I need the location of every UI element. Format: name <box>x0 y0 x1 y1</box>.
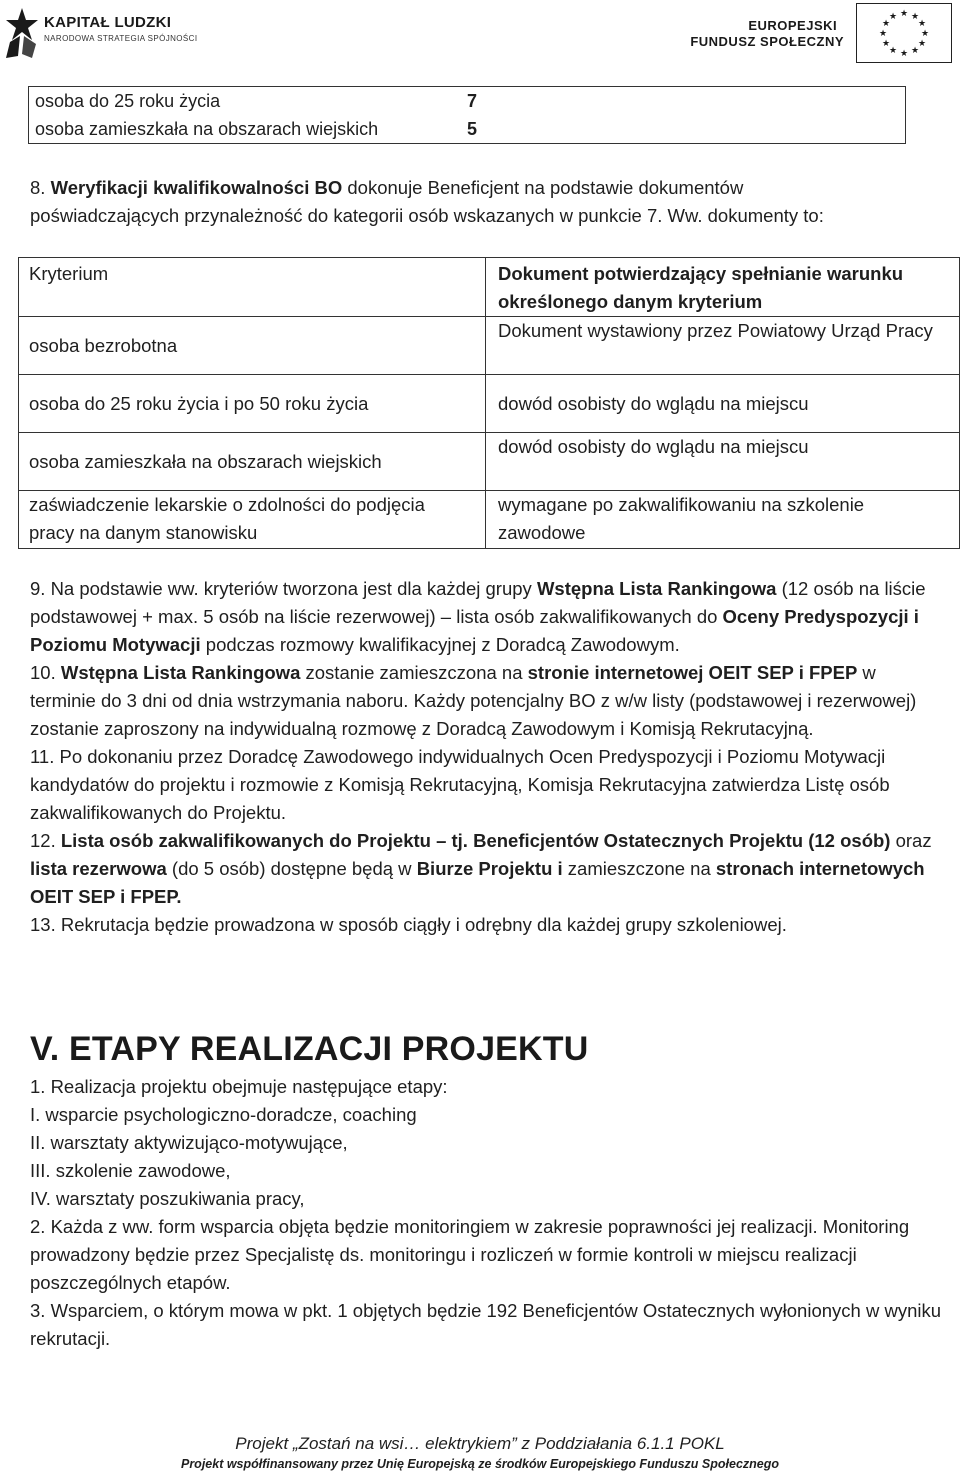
table-cell-label: osoba zamieszkała na obszarach wiejskich <box>29 115 462 144</box>
section-v-content <box>30 1073 942 1353</box>
section-line: IV. warsztaty poszukiwania pracy, <box>30 1188 305 1209</box>
table-cell-label: osoba do 25 roku życia <box>29 87 462 116</box>
table-row <box>29 87 906 116</box>
paragraph-9 <box>30 575 942 659</box>
efs-line1: EUROPEJSKI <box>748 18 838 33</box>
efs-line2: FUNDUSZ SPOŁECZNY <box>690 34 844 49</box>
svg-text:★: ★ <box>910 46 920 56</box>
bold-text: Weryfikacji kwalifikowalności BO <box>50 177 343 198</box>
text: 9. Na podstawie ww. kryteriów tworzona jest dla każdej grupy <box>30 578 537 599</box>
table-cell-document <box>486 375 960 433</box>
bold-text: stronach internetowych OEIT SEP i FPEP. <box>30 858 925 907</box>
bold-text: Biurze Projektu i <box>416 858 563 879</box>
efs-logo-text <box>690 18 844 50</box>
footer-funding-note: Projekt współfinansowany przez Unię Europejską ze środków Europejskiego Funduszu Społecznego <box>180 1457 780 1471</box>
header-text: Kryterium <box>29 263 109 284</box>
paragraph-8-line1 <box>30 174 940 202</box>
bold-text: lista rezerwowa <box>30 858 167 879</box>
text: (do 5 osób) dostępne będą w <box>166 858 417 879</box>
table-header-document <box>486 258 960 317</box>
table-row <box>19 491 960 549</box>
svg-text:★: ★ <box>878 29 888 39</box>
text: 8. <box>30 177 51 198</box>
text: zostanie zamieszczona na <box>300 662 528 683</box>
svg-text:★: ★ <box>899 9 909 19</box>
table-cell-criterion <box>19 317 486 375</box>
table-cell-criterion <box>19 491 486 549</box>
text: 12. <box>30 830 61 851</box>
text: w terminie do 3 dni od dnia wstrzymania naboru. Każdy potencjalny BO z w/w listy (podstawowej i rezerwowej) zostanie zaproszony na indywidualną rozmowę z Doradcą Zawodowym i Komisją Rekrutacyjną. <box>30 662 917 739</box>
svg-text:★: ★ <box>881 19 891 29</box>
eu-flag-logo <box>856 3 952 63</box>
svg-text:★: ★ <box>899 49 909 59</box>
kapital-ludzki-title: KAPITAŁ LUDZKI <box>44 14 172 31</box>
table-row <box>19 433 960 491</box>
table-row <box>19 317 960 375</box>
criteria-table <box>18 257 960 549</box>
cell-text: dowód osobisty do wglądu na miejscu <box>498 393 809 414</box>
header-text: Dokument potwierdzający spełnianie warunku określonego danym kryterium <box>498 263 904 312</box>
table-cell-document <box>486 433 960 491</box>
paragraph-12 <box>30 827 942 911</box>
section-line: II. warsztaty aktywizująco-motywujące, <box>30 1132 348 1153</box>
cell-text: zaświadczenie lekarskie o zdolności do podjęcia pracy na danym stanowisku <box>29 494 425 543</box>
cell-text: osoba bezrobotna <box>29 335 178 356</box>
svg-text:★: ★ <box>917 19 927 29</box>
section-line: 1. Realizacja projektu obejmuje następujące etapy: <box>30 1076 448 1097</box>
bold-text: Wstępna Lista Rankingowa <box>536 578 777 599</box>
section-paragraph-2: 2. Każda z ww. form wsparcia objęta będzie monitoringiem w zakresie poprawności jej realizacji. Monitoring prowadzony będzie przez Specjalistę ds. monitoringu i rozliczeń w formie kontroli w miejscu realizacji poszczególnych etapów. <box>30 1216 910 1293</box>
points-table <box>28 86 906 144</box>
bold-text: Lista osób zakwalifikowanych do Projektu – tj. Beneficjentów Ostatecznych Projektu (12 osób) <box>60 830 891 851</box>
svg-text:★: ★ <box>910 12 920 22</box>
svg-text:★: ★ <box>920 29 930 39</box>
table-cell-criterion <box>19 375 486 433</box>
paragraphs-9-13 <box>30 575 942 939</box>
table-cell-points: 5 <box>461 115 906 144</box>
kapital-ludzki-emblem-icon <box>2 6 42 60</box>
cell-text: wymagane po zakwalifikowaniu na szkolenie zawodowe <box>498 494 865 543</box>
bold-text: Oceny Predyspozycji i Poziomu Motywacji <box>30 606 919 655</box>
table-header-criterion <box>19 258 486 317</box>
table-cell-document <box>486 491 960 549</box>
section-heading: V. ETAPY REALIZACJI PROJEKTU <box>30 1030 589 1068</box>
table-row <box>29 115 906 144</box>
section-line: I. wsparcie psychologiczno-doradcze, coaching <box>30 1104 417 1125</box>
section-paragraph-3: 3. Wsparciem, o którym mowa w pkt. 1 objętych będzie 192 Beneficjentów Ostatecznych wyłonionych w wyniku rekrutacji. <box>30 1300 942 1349</box>
text: (12 osób na liście podstawowej + max. 5 osób na liście rezerwowej) – lista osób zakwalifikowanych do <box>30 578 926 627</box>
text: 10. <box>30 662 61 683</box>
bold-text: stronie internetowej OEIT SEP i FPEP <box>527 662 858 683</box>
footer-project-title: Projekt „Zostań na wsi… elektrykiem” z Poddziałania 6.1.1 POKL <box>235 1434 725 1453</box>
text: podczas rozmowy kwalifikacyjnej z Doradcą Zawodowym. <box>200 634 680 655</box>
cell-text: osoba do 25 roku życia i po 50 roku życia <box>29 393 369 414</box>
table-cell-points: 7 <box>461 87 906 116</box>
text: dokonuje Beneficjent na podstawie dokumentów <box>342 177 744 198</box>
section-line: III. szkolenie zawodowe, <box>30 1160 231 1181</box>
text: oraz <box>890 830 932 851</box>
table-header-row <box>19 258 960 317</box>
svg-text:★: ★ <box>888 46 898 56</box>
table-row <box>19 375 960 433</box>
cell-text: Dokument wystawiony przez Powiatowy Urząd Pracy <box>498 320 933 341</box>
kapital-ludzki-subtitle: NARODOWA STRATEGIA SPÓJNOŚCI <box>44 34 198 43</box>
table-cell-criterion <box>19 433 486 491</box>
svg-text:★: ★ <box>888 12 898 22</box>
svg-text:★: ★ <box>881 39 891 49</box>
eu-stars-icon <box>857 4 951 62</box>
paragraph-11: 11. Po dokonaniu przez Doradcę Zawodowego indywidualnych Ocen Predyspozycji i Poziomu Motywacji kandydatów do projektu i rozmowie z Komisją Rekrutacyjną, Komisja Rekrutacyjna zatwierdza Listę osób zakwalifikowanych do Projektu. <box>30 746 890 823</box>
bold-text: Wstępna Lista Rankingowa <box>60 662 301 683</box>
svg-text:★: ★ <box>917 39 927 49</box>
cell-text: dowód osobisty do wglądu na miejscu <box>498 436 809 457</box>
paragraph-8-line2: poświadczających przynależność do kategorii osób wskazanych w punkcie 7. Ww. dokumenty to: <box>30 205 824 226</box>
paragraph-10 <box>30 659 942 743</box>
cell-text: osoba zamieszkała na obszarach wiejskich <box>29 451 382 472</box>
text: zamieszczone na <box>562 858 716 879</box>
paragraph-8 <box>30 174 940 230</box>
table-cell-document <box>486 317 960 375</box>
kapital-ludzki-logo <box>2 4 198 60</box>
paragraph-13: 13. Rekrutacja będzie prowadzona w sposób ciągły i odrębny dla każdej grupy szkoleniowej. <box>30 914 787 935</box>
